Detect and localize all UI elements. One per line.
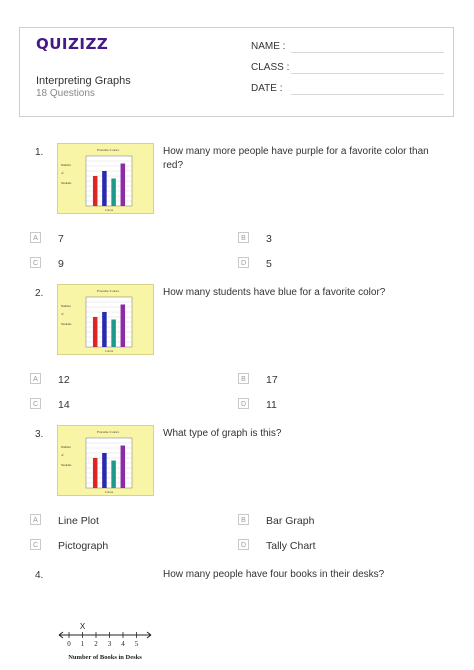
question-2-text: How many students have blue for a favorite color? — [163, 287, 386, 298]
bar — [111, 320, 116, 348]
y-axis-label: Number — [61, 304, 71, 308]
question-3-bar-graph — [57, 425, 154, 496]
bar — [111, 179, 116, 207]
bar — [102, 171, 107, 206]
option-text: 12 — [58, 374, 70, 386]
option-letter-box: A — [30, 232, 41, 243]
option-letter-box: B — [238, 514, 249, 525]
y-axis-label: of — [61, 171, 64, 175]
date-label: DATE : — [251, 83, 283, 94]
option-text: 7 — [58, 233, 64, 245]
y-axis-label: Students — [61, 181, 72, 185]
question-4-text: How many people have four books in their desks? — [163, 569, 385, 580]
question-2-number: 2. — [35, 288, 44, 299]
bar — [93, 458, 98, 488]
line-plot-xlabel: Number of Books in Desks — [68, 654, 142, 661]
y-axis-label: of — [61, 453, 64, 457]
quizizz-logo: QUIZIZZ — [36, 35, 109, 53]
class-field[interactable] — [251, 62, 289, 73]
option-letter-box: D — [238, 398, 249, 409]
y-axis-label: of — [61, 312, 64, 316]
option-letter-box: D — [238, 539, 249, 550]
name-label: NAME : — [251, 41, 286, 52]
option-letter-box: C — [30, 257, 41, 268]
question-4-number: 4. — [35, 570, 44, 581]
option-text: 3 — [266, 233, 272, 245]
option-letter-box: C — [30, 539, 41, 550]
tick-label: 2 — [94, 640, 98, 648]
bar-graph-svg — [58, 144, 153, 213]
option-text: Bar Graph — [266, 515, 315, 527]
option-text: 5 — [266, 258, 272, 270]
question-4-line-plot — [55, 563, 155, 663]
class-label: CLASS : — [251, 62, 290, 73]
date-line — [291, 94, 444, 95]
bar — [121, 446, 126, 489]
question-1-number: 1. — [35, 147, 44, 158]
option-text: 11 — [266, 399, 277, 411]
question-3-number: 3. — [35, 429, 44, 440]
bar — [93, 176, 98, 206]
option-text: 17 — [266, 374, 278, 386]
x-axis-label: Colors — [104, 208, 114, 212]
x-mark: X — [79, 622, 86, 631]
class-line — [291, 73, 444, 74]
option-letter-box: B — [238, 232, 249, 243]
bar — [93, 317, 98, 347]
date-field[interactable] — [251, 83, 282, 94]
option-text: Pictograph — [58, 540, 109, 552]
graph-title: Favorite Colors — [97, 148, 119, 152]
bar — [102, 453, 107, 488]
y-axis-label: Students — [61, 463, 72, 467]
tick-label: 3 — [107, 640, 112, 648]
name-field[interactable] — [251, 41, 285, 52]
question-3-text: What type of graph is this? — [163, 428, 282, 439]
tick-label: 4 — [121, 640, 125, 648]
option-letter-box: A — [30, 514, 41, 525]
question-count: 18 Questions — [36, 88, 95, 99]
bar — [111, 461, 116, 489]
option-text: Tally Chart — [266, 540, 316, 552]
tick-label: 0 — [67, 640, 71, 648]
question-1-text: How many more people have purple for a favorite color than red? — [163, 146, 429, 171]
option-letter-box: A — [30, 373, 41, 384]
bar — [121, 305, 126, 348]
y-axis-label: Students — [61, 322, 72, 326]
worksheet-title: Interpreting Graphs — [36, 75, 131, 87]
bar — [121, 164, 126, 207]
question-1-bar-graph — [57, 143, 154, 214]
tick-label: 5 — [134, 640, 139, 648]
option-letter-box: C — [30, 398, 41, 409]
option-letter-box: D — [238, 257, 249, 268]
option-letter-box: B — [238, 373, 249, 384]
x-axis-label: Colors — [104, 349, 114, 353]
option-text: Line Plot — [58, 515, 99, 527]
option-text: 9 — [58, 258, 64, 270]
bar-graph-svg — [58, 426, 153, 495]
tick-label: 1 — [80, 640, 85, 648]
name-line — [291, 52, 444, 53]
bar-graph-svg — [58, 285, 153, 354]
graph-title: Favorite Colors — [97, 289, 119, 293]
y-axis-label: Number — [61, 445, 71, 449]
y-axis-label: Number — [61, 163, 71, 167]
worksheet-header — [19, 27, 454, 117]
bar — [102, 312, 107, 347]
question-2-bar-graph — [57, 284, 154, 355]
graph-title: Favorite Colors — [97, 430, 119, 434]
option-text: 14 — [58, 399, 70, 411]
x-axis-label: Colors — [104, 490, 114, 494]
